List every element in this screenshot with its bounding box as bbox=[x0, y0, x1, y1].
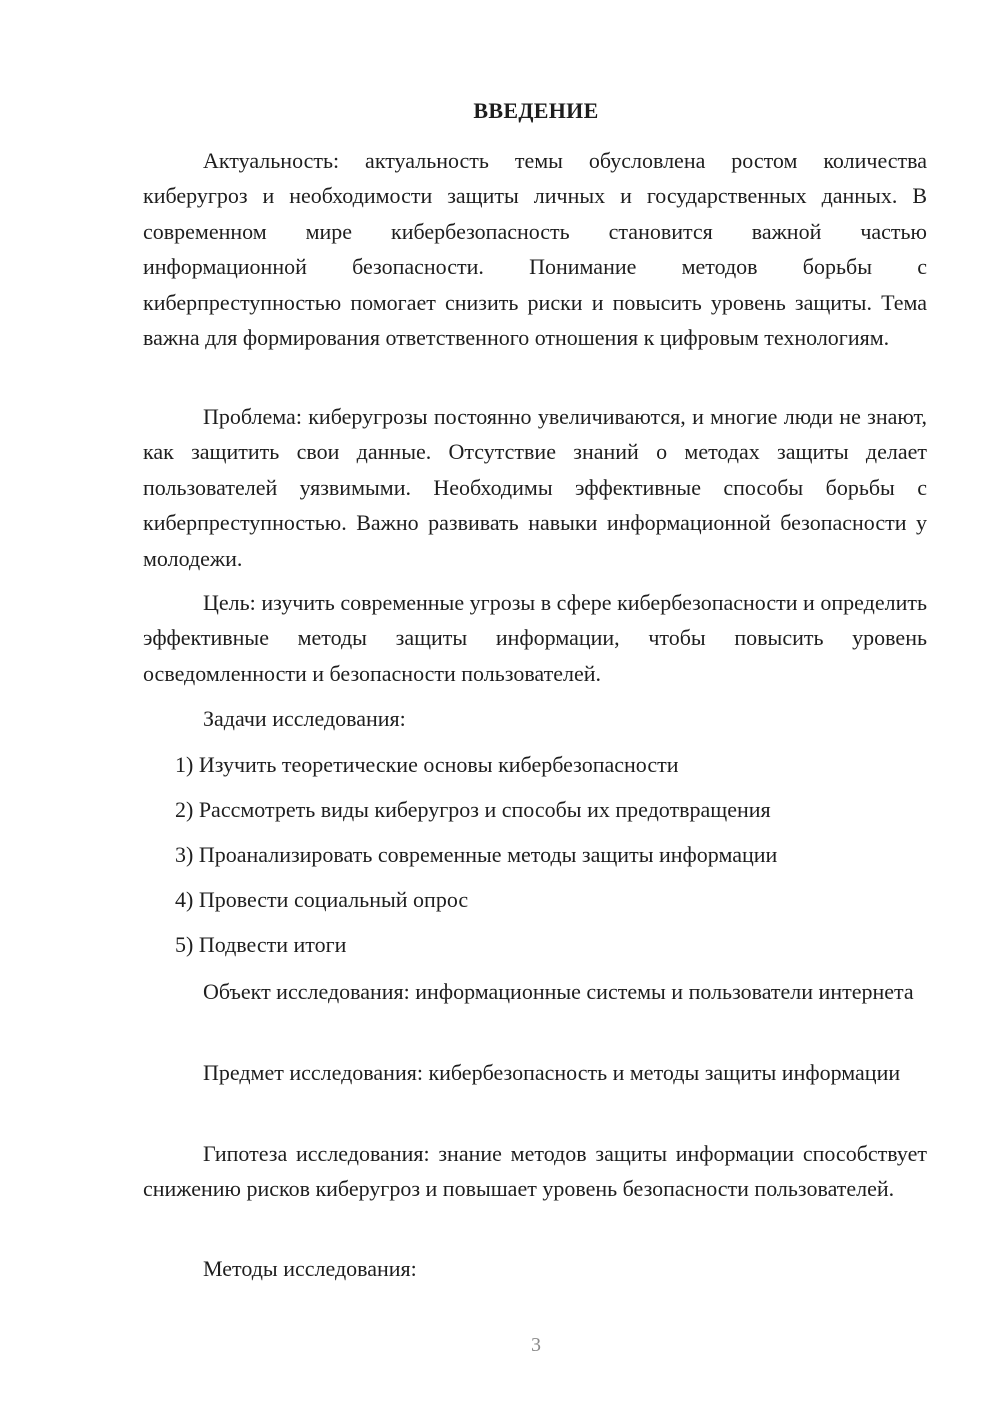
task-list-item: 2) Рассмотреть виды киберугроз и способы их предотвращения bbox=[175, 797, 771, 822]
goal-paragraph: Цель: изучить современные угрозы в сфере кибербезопасности и определить эффективные методы защиты информации, чтобы повысить уровень осведомленности и безопасности пользователей. bbox=[143, 590, 927, 686]
subject-paragraph: Предмет исследования: кибербезопасность и методы защиты информации bbox=[203, 1060, 901, 1085]
relevance-paragraph: Актуальность: актуальность темы обусловлена ростом количества киберугроз и необходимости защиты личных и государственных данных. В современном мире кибербезопасность становится важной частью информационной безопасности. Понимание методов борьбы с киберпреступностью помогает снизить риски и повысить уровень защиты. Тема важна для формирования ответственного отношения к цифровым технологиям. bbox=[143, 148, 927, 351]
task-list-item: 4) Провести социальный опрос bbox=[175, 887, 469, 912]
tasks-title: Задачи исследования: bbox=[203, 706, 406, 731]
task-list-item: 3) Проанализировать современные методы защиты информации bbox=[175, 842, 778, 867]
task-list-item: 1) Изучить теоретические основы кибербезопасности bbox=[175, 752, 679, 777]
object-paragraph: Объект исследования: информационные системы и пользователи интернета bbox=[203, 979, 914, 1004]
section-heading: ВВЕДЕНИЕ bbox=[473, 98, 599, 123]
hypothesis-paragraph: Гипотеза исследования: знание методов защиты информации способствует снижению рисков киберугроз и повышает уровень безопасности пользователей. bbox=[143, 1141, 927, 1202]
problem-paragraph: Проблема: киберугрозы постоянно увеличиваются, и многие люди не знают, как защитить свои данные. Отсутствие знаний о методах защиты делает пользователей уязвимыми. Необходимы эффективные способы борьбы с киберпреступностью. Важно развивать навыки информационной безопасности у молодежи. bbox=[143, 404, 927, 571]
methods-title: Методы исследования: bbox=[203, 1256, 417, 1281]
page-number: 3 bbox=[531, 1334, 541, 1356]
task-list-item: 5) Подвести итоги bbox=[175, 932, 347, 957]
